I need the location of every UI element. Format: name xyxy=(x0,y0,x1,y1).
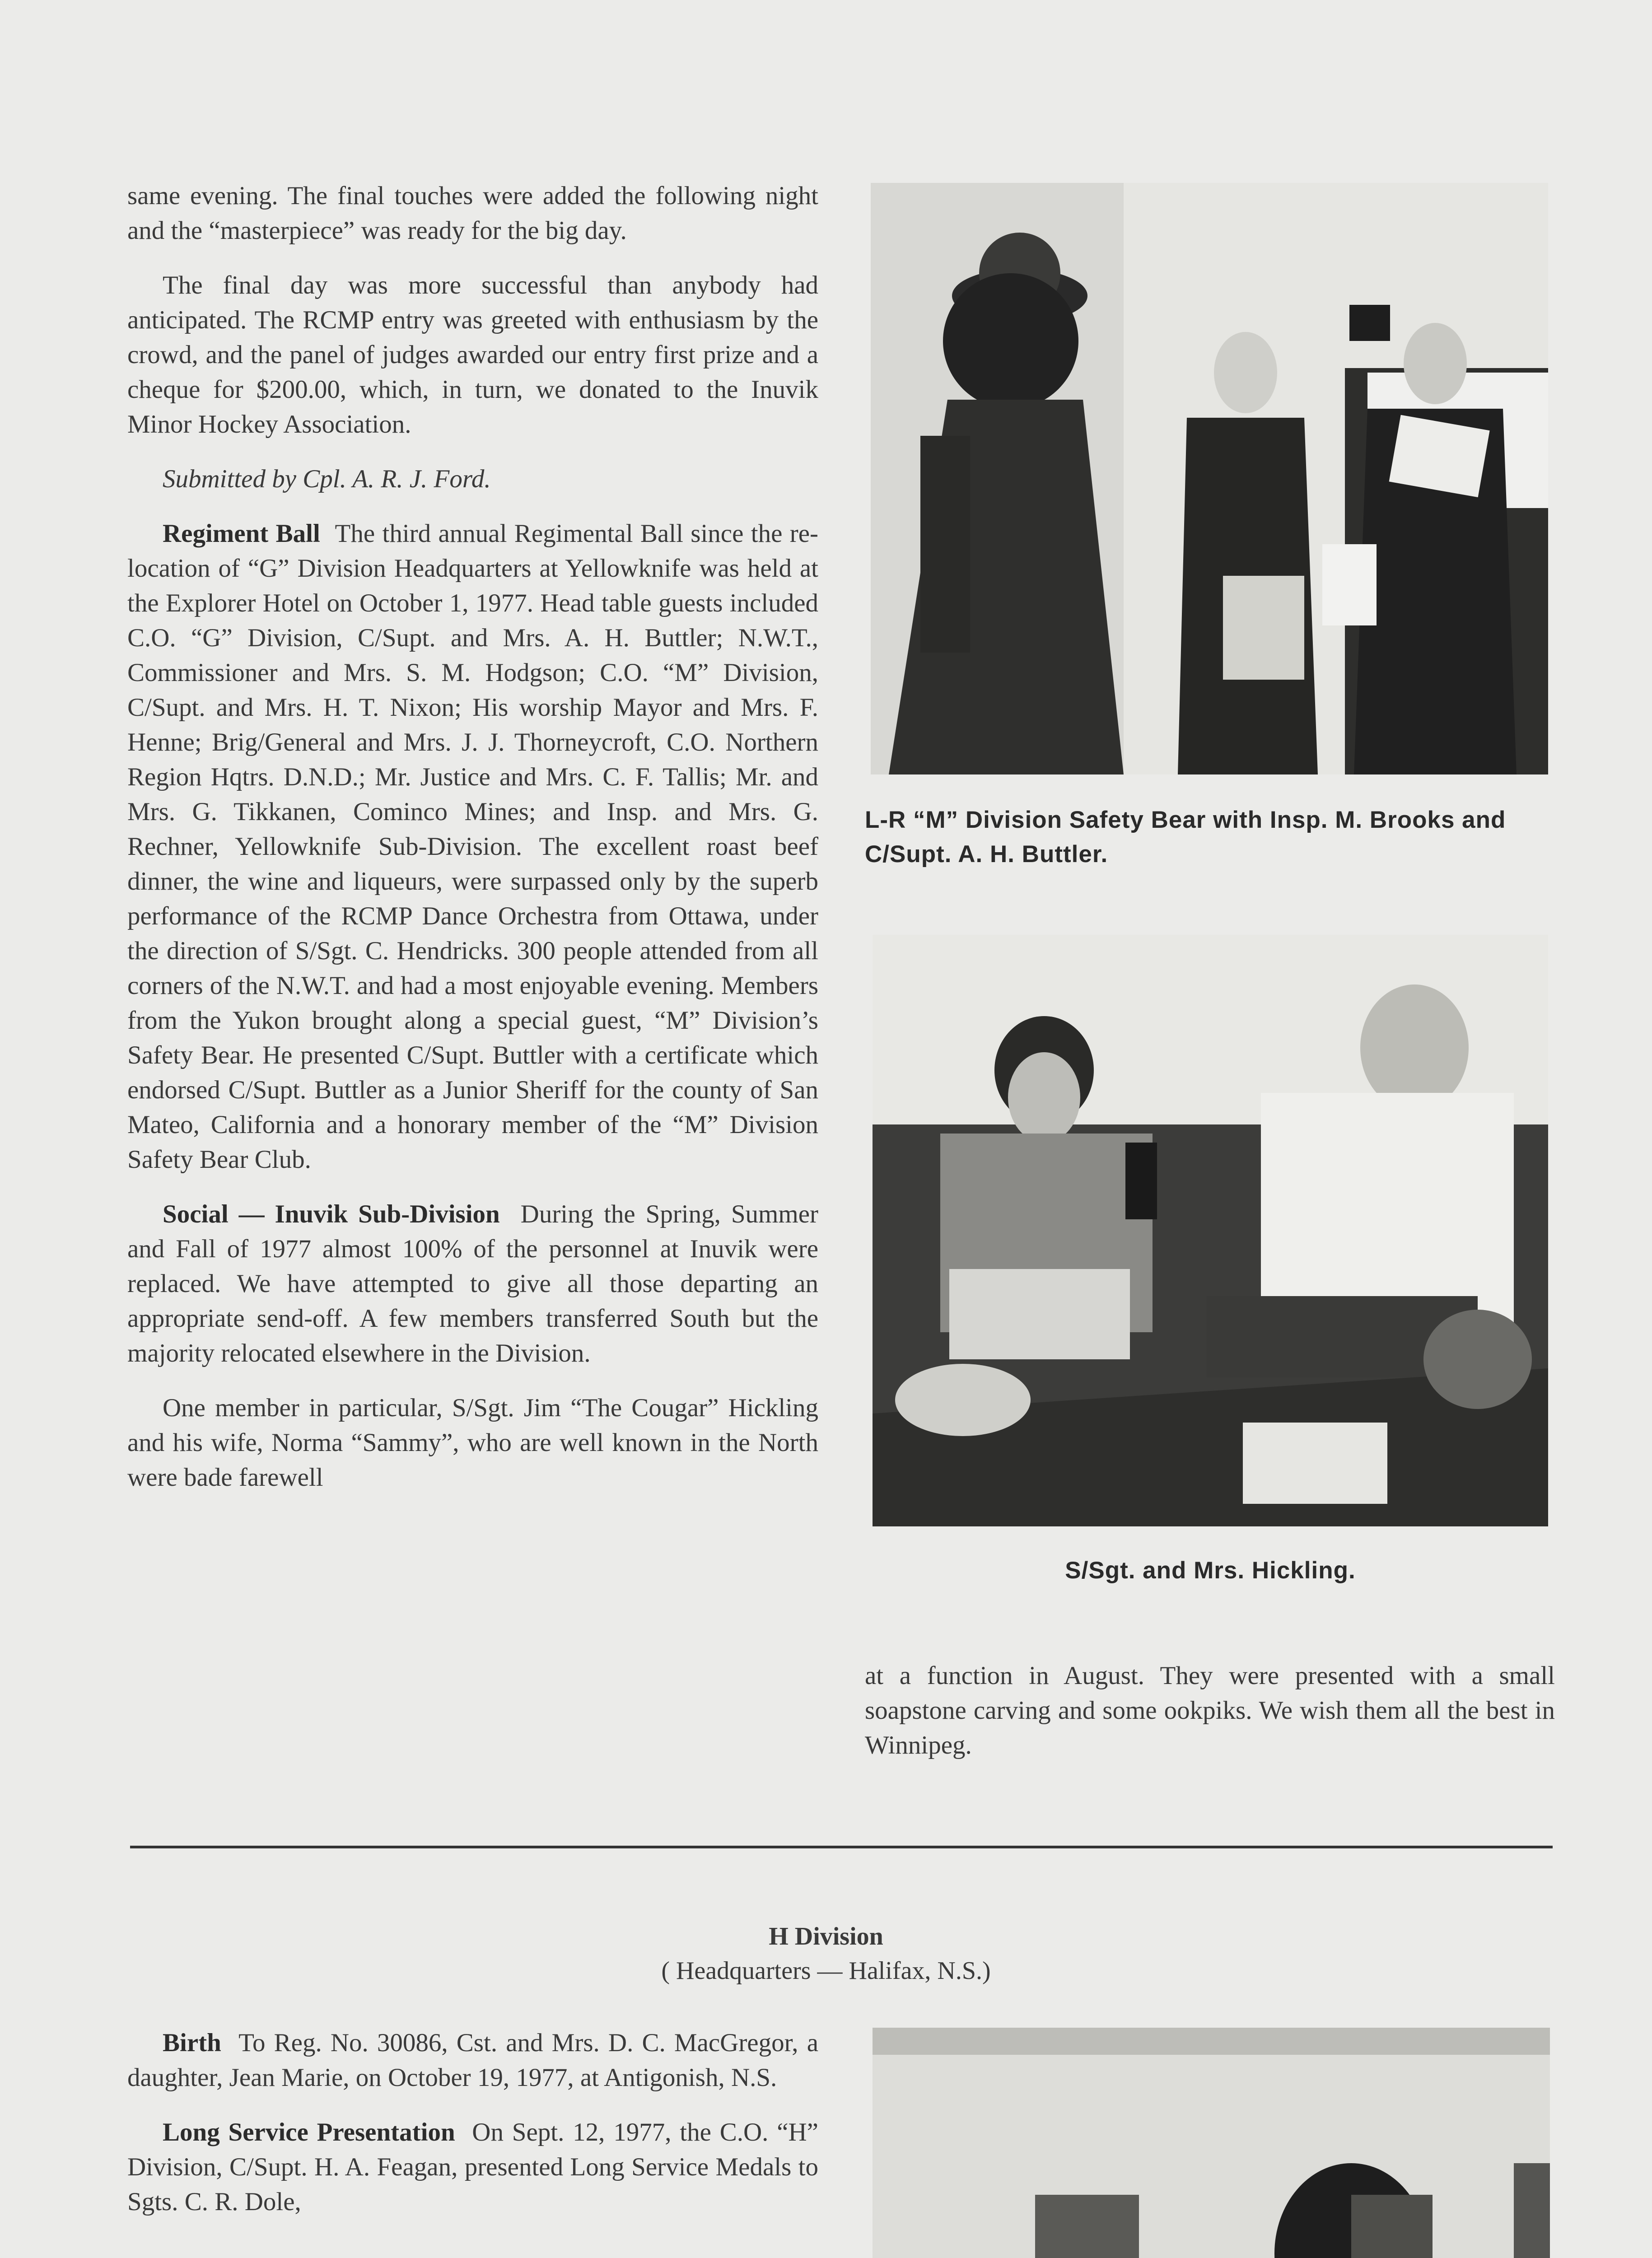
paragraph-function-august: at a function in August. They were presented with a small soapstone carving and some ookpiks. We wish them all the best in Winnipeg. xyxy=(865,1661,1555,1759)
photo-hickling-image xyxy=(873,935,1548,1526)
photo-safety-bear-image xyxy=(871,183,1548,774)
photo-long-service xyxy=(873,2028,1550,2258)
photo-long-service-image xyxy=(873,2028,1550,2258)
section-divider xyxy=(130,1846,1553,1848)
photo-hickling xyxy=(873,935,1548,1526)
h-division-title: H Division xyxy=(769,1922,883,1950)
h-division-left-column xyxy=(127,2025,818,2239)
social-heading: Social — Inuvik Sub-Division xyxy=(163,1200,500,1228)
long-service-heading: Long Service Presentation xyxy=(163,2118,455,2146)
paragraph-long-service xyxy=(127,2115,818,2219)
regiment-ball-heading: Regiment Ball xyxy=(163,519,320,548)
paragraph-birth xyxy=(127,2025,818,2095)
paragraph-regiment-ball xyxy=(127,516,818,1177)
paragraph-final-day: The final day was more successful than anybody had anticipated. The RCMP entry was greeted with enthusiasm by the crowd, and the panel of judges awarded our entry first prize and a cheque for $200.00, which, in turn, we donated to the Inuvik Minor Hockey Association. xyxy=(127,271,818,439)
right-column-continued xyxy=(865,1658,1555,1782)
h-division-subtitle: ( Headquarters — Halifax, N.S.) xyxy=(661,1957,991,1985)
caption-hickling: S/Sgt. and Mrs. Hickling. xyxy=(1065,1557,1356,1584)
paragraph-social xyxy=(127,1197,818,1371)
social-text: During the Spring, Summer and Fall of 1977 almost 100% of the personnel at Inuvik were replaced. We have attempted to give all those departing an appropriate send-off. A few members transferred South but the majority relocated elsewhere in the Division. xyxy=(127,1200,819,1367)
birth-text: To Reg. No. 30086, Cst. and Mrs. D. C. MacGregor, a daughter, Jean Marie, on October 19, 1977, at Antigonish, N.S. xyxy=(127,2029,818,2092)
paragraph-one-member: One member in particular, S/Sgt. Jim “The Cougar” Hickling and his wife, Norma “Sammy”, who are well known in the North were bade farewell xyxy=(127,1394,818,1492)
birth-heading: Birth xyxy=(163,2029,221,2057)
regiment-ball-text: The third annual Regimental Ball since the re-location of “G” Division Headquarters at Yellowknife was held at the Explorer Hotel on October 1, 1977. Head table guests included C.O. “G” Division, C/Supt. and Mrs. A. H. Buttler; N.W.T., Commissioner and Mrs. S. M. Hodgson; C.O. “M” Division, C/Supt. and Mrs. H. T. Nixon; His worship Mayor and Mrs. F. Henne; Brig/General and Mrs. J. J. Thorneycroft, C.O. Northern Region Hqtrs. D.N.D.; Mr. Justice and Mrs. C. F. Tallis; Mr. and Mrs. G. Tikkanen, Cominco Mines; and Insp. and Mrs. G. Rechner, Yellowknife Sub-Division. The excellent roast beef dinner, the wine and liqueurs, were surpassed only by the superb performance of the RCMP Dance Orchestra from Ottawa, under the direction of S/Sgt. C. Hendricks. 300 people attended from all corners of the N.W.T. and had a most enjoyable evening. Members from the Yukon brought along a special guest, “M” Division’s Safety Bear. He presented C/Supt. Buttler with a certificate which endorsed C/Supt. Buttler as a Junior Sheriff for the county of San Mateo, California and a honorary member of the “M” Division Safety Bear Club. xyxy=(127,519,818,1174)
paragraph-final-touches: same evening. The final touches were added the following night and the “masterpiece” was ready for the big day. xyxy=(127,182,818,245)
long-service-text: On Sept. 12, 1977, the C.O. “H” Division, C/Supt. H. A. Feagan, presented Long Service Medals to Sgts. C. R. Dole, xyxy=(127,2118,818,2216)
photo-safety-bear xyxy=(871,183,1548,774)
left-column xyxy=(127,178,818,1515)
submitted-by: Submitted by Cpl. A. R. J. Ford. xyxy=(163,465,491,493)
caption-safety-bear: L-R “M” Division Safety Bear with Insp. M. Brooks and C/Supt. A. H. Buttler. xyxy=(865,807,1506,868)
